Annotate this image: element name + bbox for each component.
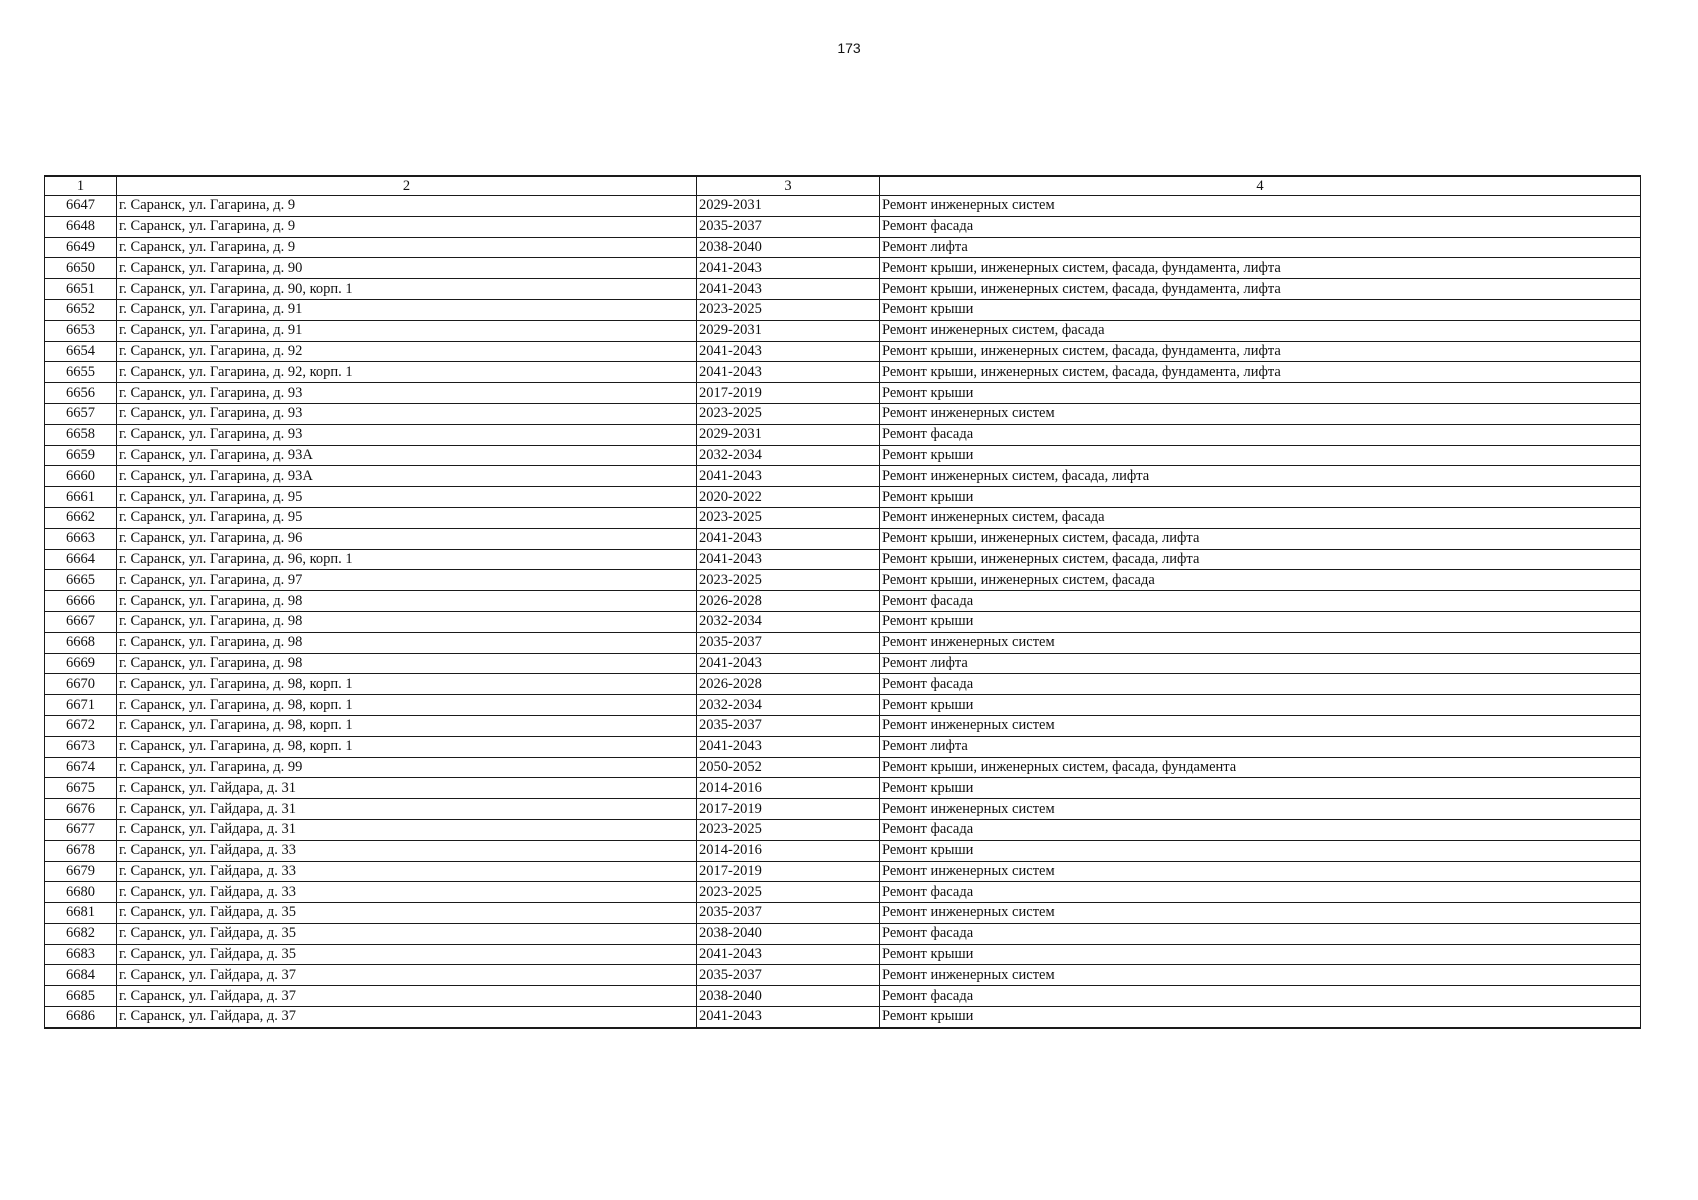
row-period: 2038-2040 <box>697 986 880 1007</box>
row-address: г. Саранск, ул. Гагарина, д. 95 <box>117 487 697 508</box>
row-number: 6682 <box>45 923 117 944</box>
row-work-type: Ремонт инженерных систем <box>880 632 1641 653</box>
row-number: 6685 <box>45 986 117 1007</box>
table-row <box>45 445 1641 466</box>
table-row <box>45 965 1641 986</box>
row-work-type: Ремонт крыши, инженерных систем, фасада, фундамента, лифта <box>880 341 1641 362</box>
row-address: г. Саранск, ул. Гайдара, д. 37 <box>117 986 697 1007</box>
table-header <box>45 176 1641 196</box>
row-period: 2023-2025 <box>697 507 880 528</box>
row-work-type: Ремонт инженерных систем <box>880 196 1641 217</box>
row-address: г. Саранск, ул. Гайдара, д. 31 <box>117 799 697 820</box>
row-work-type: Ремонт крыши, инженерных систем, фасада, лифта <box>880 549 1641 570</box>
row-address: г. Саранск, ул. Гайдара, д. 31 <box>117 819 697 840</box>
row-work-type: Ремонт крыши, инженерных систем, фасада, фундамента <box>880 757 1641 778</box>
row-period: 2041-2043 <box>697 362 880 383</box>
row-work-type: Ремонт крыши, инженерных систем, фасада, лифта <box>880 528 1641 549</box>
row-number: 6663 <box>45 528 117 549</box>
row-work-type: Ремонт фасада <box>880 923 1641 944</box>
row-period: 2032-2034 <box>697 445 880 466</box>
row-address: г. Саранск, ул. Гагарина, д. 96, корп. 1 <box>117 549 697 570</box>
table-row <box>45 487 1641 508</box>
row-address: г. Саранск, ул. Гайдара, д. 37 <box>117 965 697 986</box>
row-address: г. Саранск, ул. Гагарина, д. 9 <box>117 196 697 217</box>
row-address: г. Саранск, ул. Гагарина, д. 92 <box>117 341 697 362</box>
table-row <box>45 715 1641 736</box>
row-work-type: Ремонт фасада <box>880 882 1641 903</box>
row-address: г. Саранск, ул. Гагарина, д. 9 <box>117 237 697 258</box>
row-address: г. Саранск, ул. Гагарина, д. 97 <box>117 570 697 591</box>
table-row <box>45 591 1641 612</box>
row-number: 6654 <box>45 341 117 362</box>
row-address: г. Саранск, ул. Гагарина, д. 93 <box>117 383 697 404</box>
table-row <box>45 320 1641 341</box>
row-work-type: Ремонт фасада <box>880 424 1641 445</box>
table-row <box>45 695 1641 716</box>
header-col-4: 4 <box>880 176 1641 196</box>
row-period: 2038-2040 <box>697 923 880 944</box>
table-row <box>45 861 1641 882</box>
row-work-type: Ремонт крыши <box>880 944 1641 965</box>
table-row <box>45 632 1641 653</box>
row-work-type: Ремонт инженерных систем <box>880 403 1641 424</box>
row-address: г. Саранск, ул. Гагарина, д. 91 <box>117 320 697 341</box>
row-work-type: Ремонт крыши <box>880 840 1641 861</box>
table-body <box>45 196 1641 1028</box>
row-address: г. Саранск, ул. Гагарина, д. 98 <box>117 611 697 632</box>
row-number: 6680 <box>45 882 117 903</box>
row-address: г. Саранск, ул. Гагарина, д. 98, корп. 1 <box>117 736 697 757</box>
table-row <box>45 903 1641 924</box>
row-period: 2035-2037 <box>697 632 880 653</box>
row-number: 6649 <box>45 237 117 258</box>
row-work-type: Ремонт крыши <box>880 487 1641 508</box>
row-number: 6648 <box>45 216 117 237</box>
row-period: 2023-2025 <box>697 819 880 840</box>
row-number: 6673 <box>45 736 117 757</box>
row-period: 2041-2043 <box>697 466 880 487</box>
row-period: 2032-2034 <box>697 695 880 716</box>
row-period: 2041-2043 <box>697 341 880 362</box>
table-row <box>45 944 1641 965</box>
row-number: 6652 <box>45 299 117 320</box>
table-row <box>45 466 1641 487</box>
row-period: 2041-2043 <box>697 944 880 965</box>
row-period: 2035-2037 <box>697 965 880 986</box>
table-row <box>45 258 1641 279</box>
row-number: 6679 <box>45 861 117 882</box>
row-address: г. Саранск, ул. Гагарина, д. 90, корп. 1 <box>117 279 697 300</box>
row-address: г. Саранск, ул. Гагарина, д. 90 <box>117 258 697 279</box>
table-row <box>45 611 1641 632</box>
row-address: г. Саранск, ул. Гагарина, д. 93 <box>117 424 697 445</box>
row-work-type: Ремонт инженерных систем, фасада <box>880 320 1641 341</box>
table-row <box>45 674 1641 695</box>
row-address: г. Саранск, ул. Гайдара, д. 33 <box>117 861 697 882</box>
row-work-type: Ремонт лифта <box>880 736 1641 757</box>
row-number: 6671 <box>45 695 117 716</box>
row-number: 6658 <box>45 424 117 445</box>
row-period: 2041-2043 <box>697 1007 880 1028</box>
row-work-type: Ремонт инженерных систем, фасада, лифта <box>880 466 1641 487</box>
table-row <box>45 757 1641 778</box>
row-number: 6684 <box>45 965 117 986</box>
row-period: 2023-2025 <box>697 299 880 320</box>
table-row <box>45 237 1641 258</box>
row-period: 2035-2037 <box>697 715 880 736</box>
row-period: 2020-2022 <box>697 487 880 508</box>
row-number: 6686 <box>45 1007 117 1028</box>
row-number: 6667 <box>45 611 117 632</box>
row-address: г. Саранск, ул. Гагарина, д. 9 <box>117 216 697 237</box>
row-number: 6647 <box>45 196 117 217</box>
row-number: 6669 <box>45 653 117 674</box>
header-col-3: 3 <box>697 176 880 196</box>
row-number: 6650 <box>45 258 117 279</box>
row-work-type: Ремонт крыши <box>880 383 1641 404</box>
row-number: 6653 <box>45 320 117 341</box>
row-work-type: Ремонт фасада <box>880 674 1641 695</box>
row-address: г. Саранск, ул. Гагарина, д. 98, корп. 1 <box>117 674 697 695</box>
row-work-type: Ремонт крыши <box>880 445 1641 466</box>
row-address: г. Саранск, ул. Гагарина, д. 98, корп. 1 <box>117 715 697 736</box>
row-number: 6661 <box>45 487 117 508</box>
row-number: 6668 <box>45 632 117 653</box>
row-number: 6674 <box>45 757 117 778</box>
row-address: г. Саранск, ул. Гагарина, д. 93 <box>117 403 697 424</box>
header-row <box>45 176 1641 196</box>
row-period: 2023-2025 <box>697 570 880 591</box>
table-row <box>45 923 1641 944</box>
row-period: 2035-2037 <box>697 903 880 924</box>
row-work-type: Ремонт крыши <box>880 299 1641 320</box>
row-work-type: Ремонт инженерных систем <box>880 715 1641 736</box>
row-number: 6683 <box>45 944 117 965</box>
row-number: 6662 <box>45 507 117 528</box>
row-period: 2029-2031 <box>697 424 880 445</box>
row-period: 2041-2043 <box>697 258 880 279</box>
row-work-type: Ремонт фасада <box>880 591 1641 612</box>
table-row <box>45 424 1641 445</box>
row-work-type: Ремонт крыши, инженерных систем, фасада, фундамента, лифта <box>880 258 1641 279</box>
table-row <box>45 216 1641 237</box>
row-address: г. Саранск, ул. Гагарина, д. 99 <box>117 757 697 778</box>
table-row <box>45 549 1641 570</box>
row-number: 6655 <box>45 362 117 383</box>
row-period: 2041-2043 <box>697 653 880 674</box>
row-number: 6670 <box>45 674 117 695</box>
row-work-type: Ремонт крыши, инженерных систем, фасада, фундамента, лифта <box>880 279 1641 300</box>
row-work-type: Ремонт крыши <box>880 1007 1641 1028</box>
row-period: 2023-2025 <box>697 403 880 424</box>
table-row <box>45 299 1641 320</box>
row-period: 2041-2043 <box>697 528 880 549</box>
row-period: 2041-2043 <box>697 736 880 757</box>
row-period: 2023-2025 <box>697 882 880 903</box>
table-row <box>45 986 1641 1007</box>
row-work-type: Ремонт лифта <box>880 237 1641 258</box>
row-number: 6678 <box>45 840 117 861</box>
row-address: г. Саранск, ул. Гайдара, д. 35 <box>117 923 697 944</box>
row-work-type: Ремонт инженерных систем <box>880 903 1641 924</box>
row-period: 2035-2037 <box>697 216 880 237</box>
row-number: 6657 <box>45 403 117 424</box>
row-work-type: Ремонт крыши, инженерных систем, фасада, фундамента, лифта <box>880 362 1641 383</box>
row-work-type: Ремонт крыши <box>880 778 1641 799</box>
row-work-type: Ремонт крыши, инженерных систем, фасада <box>880 570 1641 591</box>
row-address: г. Саранск, ул. Гагарина, д. 98 <box>117 632 697 653</box>
row-number: 6651 <box>45 279 117 300</box>
row-period: 2029-2031 <box>697 196 880 217</box>
row-work-type: Ремонт фасада <box>880 819 1641 840</box>
table-row <box>45 653 1641 674</box>
row-period: 2038-2040 <box>697 237 880 258</box>
row-address: г. Саранск, ул. Гайдара, д. 31 <box>117 778 697 799</box>
row-address: г. Саранск, ул. Гагарина, д. 93А <box>117 445 697 466</box>
row-number: 6675 <box>45 778 117 799</box>
table-row <box>45 736 1641 757</box>
row-address: г. Саранск, ул. Гагарина, д. 93А <box>117 466 697 487</box>
row-address: г. Саранск, ул. Гайдара, д. 37 <box>117 1007 697 1028</box>
table-row <box>45 196 1641 217</box>
row-number: 6666 <box>45 591 117 612</box>
row-number: 6656 <box>45 383 117 404</box>
table-row <box>45 840 1641 861</box>
table-row <box>45 570 1641 591</box>
row-number: 6681 <box>45 903 117 924</box>
row-work-type: Ремонт инженерных систем <box>880 799 1641 820</box>
row-period: 2032-2034 <box>697 611 880 632</box>
row-period: 2014-2016 <box>697 840 880 861</box>
table-row <box>45 528 1641 549</box>
header-col-2: 2 <box>117 176 697 196</box>
row-work-type: Ремонт инженерных систем, фасада <box>880 507 1641 528</box>
row-address: г. Саранск, ул. Гайдара, д. 35 <box>117 903 697 924</box>
row-period: 2041-2043 <box>697 549 880 570</box>
row-address: г. Саранск, ул. Гагарина, д. 98 <box>117 653 697 674</box>
row-period: 2041-2043 <box>697 279 880 300</box>
table-row <box>45 341 1641 362</box>
page-number: 173 <box>837 40 861 56</box>
row-work-type: Ремонт крыши <box>880 611 1641 632</box>
header-col-1: 1 <box>45 176 117 196</box>
table-row <box>45 882 1641 903</box>
table-row <box>45 1007 1641 1028</box>
row-work-type: Ремонт фасада <box>880 216 1641 237</box>
row-work-type: Ремонт инженерных систем <box>880 965 1641 986</box>
row-period: 2026-2028 <box>697 674 880 695</box>
table-row <box>45 362 1641 383</box>
row-work-type: Ремонт лифта <box>880 653 1641 674</box>
row-number: 6664 <box>45 549 117 570</box>
row-work-type: Ремонт фасада <box>880 986 1641 1007</box>
row-number: 6677 <box>45 819 117 840</box>
row-period: 2017-2019 <box>697 383 880 404</box>
row-period: 2026-2028 <box>697 591 880 612</box>
row-address: г. Саранск, ул. Гайдара, д. 33 <box>117 882 697 903</box>
row-number: 6665 <box>45 570 117 591</box>
repair-schedule-table <box>44 175 1641 1029</box>
row-address: г. Саранск, ул. Гагарина, д. 98, корп. 1 <box>117 695 697 716</box>
row-address: г. Саранск, ул. Гагарина, д. 98 <box>117 591 697 612</box>
row-address: г. Саранск, ул. Гагарина, д. 96 <box>117 528 697 549</box>
table-row <box>45 507 1641 528</box>
row-address: г. Саранск, ул. Гагарина, д. 95 <box>117 507 697 528</box>
row-work-type: Ремонт крыши <box>880 695 1641 716</box>
row-period: 2050-2052 <box>697 757 880 778</box>
table-row <box>45 819 1641 840</box>
row-address: г. Саранск, ул. Гагарина, д. 92, корп. 1 <box>117 362 697 383</box>
row-period: 2017-2019 <box>697 799 880 820</box>
row-number: 6676 <box>45 799 117 820</box>
table-row <box>45 279 1641 300</box>
table-row <box>45 403 1641 424</box>
row-period: 2014-2016 <box>697 778 880 799</box>
table-row <box>45 383 1641 404</box>
row-period: 2029-2031 <box>697 320 880 341</box>
row-address: г. Саранск, ул. Гайдара, д. 33 <box>117 840 697 861</box>
table-row <box>45 778 1641 799</box>
row-period: 2017-2019 <box>697 861 880 882</box>
row-address: г. Саранск, ул. Гагарина, д. 91 <box>117 299 697 320</box>
row-address: г. Саранск, ул. Гайдара, д. 35 <box>117 944 697 965</box>
table-row <box>45 799 1641 820</box>
row-number: 6659 <box>45 445 117 466</box>
row-work-type: Ремонт инженерных систем <box>880 861 1641 882</box>
row-number: 6660 <box>45 466 117 487</box>
row-number: 6672 <box>45 715 117 736</box>
